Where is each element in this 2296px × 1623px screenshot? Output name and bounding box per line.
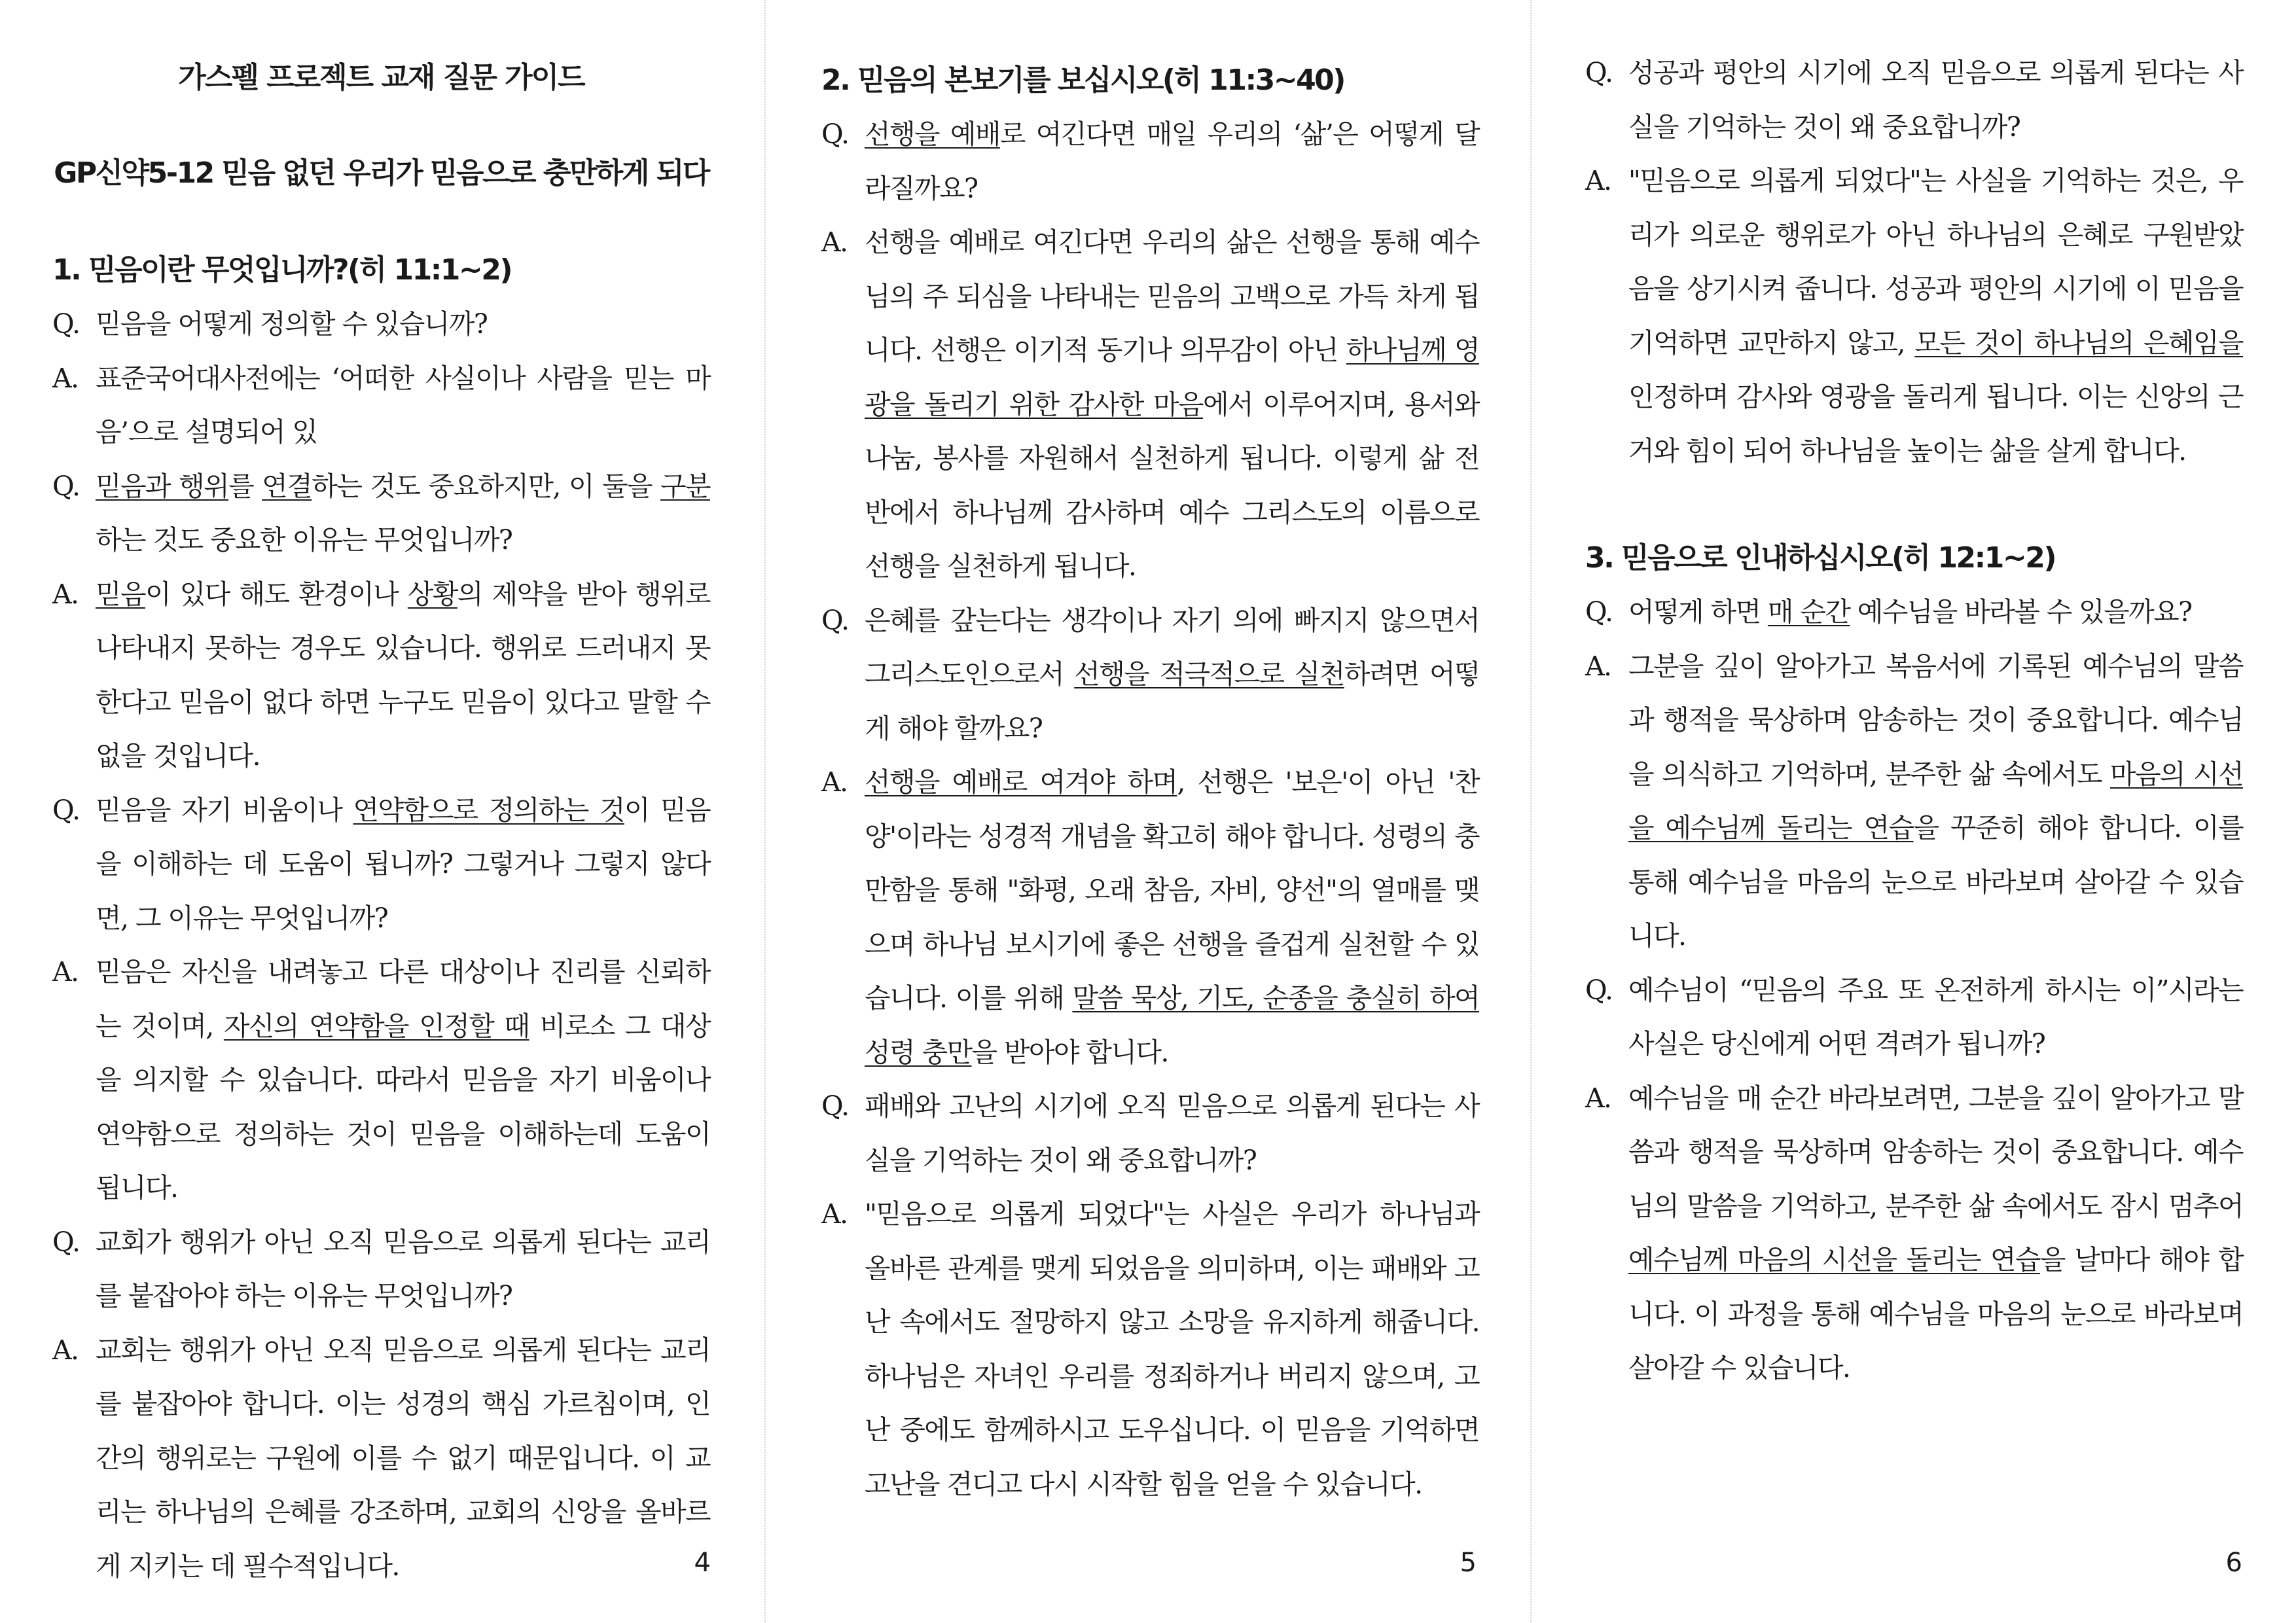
text-run: 이 있다 해도 환경이나: [145, 578, 408, 610]
question: [821, 594, 1479, 756]
question-marker: Q.: [52, 794, 80, 826]
answer: [52, 1323, 710, 1594]
question: [52, 297, 710, 351]
underlined-text: 말씀 묵상, 기도, 순종을 충실히 하여 성령 충만: [865, 982, 1479, 1068]
page-number: 6: [2225, 1548, 2242, 1578]
page-column: [52, 46, 710, 1593]
text-run: 을 받아야 합니다.: [971, 1036, 1168, 1068]
underlined-text: 믿음: [96, 578, 146, 610]
answer-marker: A.: [821, 226, 848, 258]
answer-marker: A.: [52, 956, 79, 988]
text-run: 을 꾸준히 해야 합니다. 이를 통해 예수님을 마음의 눈으로 바라보며 살아갈 수 있습니다.: [1628, 812, 2244, 952]
answer-marker: A.: [1585, 165, 1611, 196]
text-run: 로 여긴다면 매일 우리의 ‘삶’은 어떻게 달라질까요?: [865, 118, 1479, 204]
question-marker: Q.: [1585, 57, 1613, 88]
qa-list: [821, 107, 1479, 1511]
underlined-text: 매 순간: [1767, 596, 1850, 628]
underlined-text: 자신의 연약함을 인정할 때: [223, 1010, 529, 1042]
question-marker: Q.: [1585, 596, 1613, 628]
text-run: 은혜를 갚는다는 생각이나 자기 의에 빠지지 않으면서 그리스도인으로서: [865, 604, 1479, 690]
underlined-text: 선행을 예배: [865, 118, 1000, 150]
question: [1585, 963, 2243, 1071]
text-run: 이 믿음을 이해하는 데 도움이 됩니까? 그렇거나 그렇지 않다면, 그 이유는 무엇입니까?: [96, 794, 710, 934]
qa-list: [52, 297, 710, 1593]
answer: [1585, 1071, 2243, 1395]
underlined-text: 상황: [407, 578, 457, 610]
underlined-text: 모든 것이 하나님의 은혜임을: [1914, 327, 2244, 359]
underlined-text: 연결: [262, 470, 312, 502]
lesson-subtitle: GP신약5-12 믿음 없던 우리가 믿음으로 충만하게 되다: [54, 156, 709, 190]
underlined-text: 믿음과 행위: [96, 470, 229, 502]
text-run: 표준국어대사전에는 ‘어떠한 사실이나 사람을 믿는 마음’으로 설명되어 있: [96, 362, 710, 448]
section-heading-1: 1. 믿음이란 무엇입니까?(히 11:1~2): [52, 253, 511, 287]
text-run: 에서 이루어지며, 용서와 나눔, 봉사를 자원해서 실천하게 됩니다. 이렇게 삶 전반에서 하나님께 감사하며 예수 그리스도의 이름으로 선행을 실천하게 됩니다.: [865, 388, 1479, 582]
text-run: 그분을 깊이 알아가고 복음서에 기록된 예수님의 말씀과 행적을 묵상하며 암송하는 것이 중요합니다. 예수님을 의식하고 기억하며, 분주한 삶 속에서도: [1628, 650, 2243, 790]
text-run: "믿음으로 의롭게 되었다"는 사실을 기억하는 것은, 우리가 의로운 행위로가 아닌 하나님의 은혜로 구원받았음을 상기시켜 줍니다. 성공과 평안의 시기에 이 믿음을 기억하면 교만하지 않고,: [1628, 165, 2243, 359]
qa-list: [1585, 585, 2243, 1395]
document-title: 가스펠 프로젝트 교재 질문 가이드: [178, 61, 584, 94]
question-marker: Q.: [52, 308, 80, 340]
underlined-text: 선행을 예배로 여겨야 하며: [865, 766, 1177, 798]
text-run: 의 제약을 받아 행위로 나타내지 못하는 경우도 있습니다. 행위로 드러내지 못한다고 믿음이 없다 하면 누구도 믿음이 있다고 말할 수 없을 것입니다.: [96, 578, 710, 772]
answer-marker: A.: [52, 362, 79, 394]
answer-marker: A.: [52, 1334, 79, 1366]
question: [1585, 585, 2243, 639]
underlined-text: 하나님께 영광을 돌리기 위한 감사한 마음: [865, 334, 1479, 420]
page-column: [821, 46, 1479, 1511]
text-run: 믿음은 자신을 내려놓고 다른 대상이나 진리를 신뢰하는 것이며,: [96, 956, 710, 1042]
answer-marker: A.: [821, 1198, 848, 1230]
text-run: 하려면 어떻게 해야 할까요?: [865, 658, 1479, 744]
text-run: , 선행은 '보은'이 아닌 '찬양'이라는 성경적 개념을 확고히 해야 합니다. 성령의 충만함을 통해 "화평, 오래 참음, 자비, 양선"의 열매를 맺으며 하나님 보시기에 좋은 선행을 즐겁게 실천할 수 있습니다. 이를 위해: [865, 766, 1479, 1014]
question: [821, 107, 1479, 215]
question-marker: Q.: [1585, 974, 1613, 1006]
text-run: 를: [228, 470, 262, 502]
text-run: 예수님을 바라볼 수 있을까요?: [1850, 596, 2192, 628]
text-run: 예수님을 매 순간 바라보려면, 그분을 깊이 알아가고 말씀과 행적을 묵상하며 암송하는 것이 중요합니다. 예수님의 말씀을 기억하고, 분주한 삶 속에서도 잠시 멈추어: [1628, 1082, 2243, 1222]
answer-marker: A.: [52, 578, 79, 610]
answer: [52, 945, 710, 1215]
question-marker: Q.: [821, 1090, 849, 1122]
text-run: 을 날마다 해야 합니다. 이 과정을 통해 예수님을 마음의 눈으로 바라보며 살아갈 수 있습니다.: [1628, 1244, 2243, 1383]
underlined-text: 예수님께 마음의 시선을 돌리는 연습: [1628, 1244, 2040, 1275]
page-number: 4: [694, 1548, 711, 1578]
answer-marker: A.: [1585, 1082, 1611, 1114]
answer: [1585, 154, 2243, 478]
text-run: 어떻게 하면: [1628, 596, 1768, 628]
text-run: 인정하며 감사와 영광을 돌리게 됩니다. 이는 신앙의 근거와 힘이 되어 하나님을 높이는 삶을 살게 합니다.: [1628, 381, 2243, 467]
page-column: [1585, 46, 2243, 1395]
section-heading-3: 3. 믿음으로 인내하십시오(히 12:1~2): [1585, 541, 2055, 575]
answer: [1585, 639, 2243, 963]
text-run: 교회가 행위가 아닌 오직 믿음으로 의롭게 된다는 교리를 붙잡아야 하는 이유는 무엇입니까?: [96, 1226, 710, 1311]
text-run: 성공과 평안의 시기에 오직 믿음으로 의롭게 된다는 사실을 기억하는 것이 왜 중요합니까?: [1628, 57, 2243, 143]
text-run: 믿음을 어떻게 정의할 수 있습니까?: [96, 308, 488, 340]
answer-marker: A.: [821, 766, 848, 798]
text-run: 하는 것도 중요한 이유는 무엇입니까?: [96, 524, 512, 556]
page-number: 5: [1460, 1548, 1477, 1578]
page-6: [1532, 0, 2296, 1623]
question-marker: Q.: [821, 604, 849, 636]
question-marker: Q.: [52, 470, 80, 502]
question-marker: Q.: [821, 118, 849, 150]
page-5: [766, 0, 1530, 1623]
text-run: "믿음으로 의롭게 되었다"는 사실은 우리가 하나님과 올바른 관계를 맺게 되었음을 의미하며, 이는 패배와 고난 속에서도 절망하지 않고 소망을 유지하게 해줍니다. 하나님은 자녀인 우리를 정죄하거나 버리지 않으며, 고난 중에도 함께하시고 도우십니다. 이 믿음을 기억하면 고난을 견디고 다시 시작할 힘을 얻을 수 있습니다.: [865, 1198, 1479, 1500]
underlined-text: 마음의 시선을 예수님께 돌리는 연습: [1628, 758, 2243, 844]
text-run: 믿음을 자기 비움이나: [96, 794, 353, 826]
question: [52, 1215, 710, 1323]
answer: [821, 755, 1479, 1079]
answer: [821, 1187, 1479, 1511]
text-run: 하는 것도 중요하지만, 이 둘을: [312, 470, 660, 502]
underlined-text: 연약함으로 정의하는 것: [353, 794, 624, 826]
text-run: 예수님이 “믿음의 주요 또 온전하게 하시는 이”시라는 사실은 당신에게 어떤 격려가 됩니까?: [1628, 974, 2243, 1060]
text-run: 선행을 예배로 여긴다면 우리의 삶은 선행을 통해 예수님의 주 되심을 나타내는 믿음의 고백으로 가득 차게 됩니다. 선행은 이기적 동기나 의무감이 아닌: [865, 226, 1479, 366]
page-4: [0, 0, 764, 1623]
text-run: 교회는 행위가 아닌 오직 믿음으로 의롭게 된다는 교리를 붙잡아야 합니다. 이는 성경의 핵심 가르침이며, 인간의 행위로는 구원에 이를 수 없기 때문입니다. 이 교리는 하나님의 은혜를 강조하며, 교회의 신앙을 올바르게 지키는 데 필수적입니다.: [96, 1334, 710, 1582]
text-run: 비로소 그 대상을 의지할 수 있습니다. 따라서 믿음을 자기 비움이나 연약함으로 정의하는 것이 믿음을 이해하는데 도움이 됩니다.: [96, 1010, 710, 1204]
question-marker: Q.: [52, 1226, 80, 1258]
answer: [821, 215, 1479, 594]
underlined-text: 선행을 적극적으로 실천: [1074, 658, 1344, 690]
answer: [52, 351, 710, 459]
question: [1585, 46, 2243, 154]
text-run: 패배와 고난의 시기에 오직 믿음으로 의롭게 된다는 사실을 기억하는 것이 왜 중요합니까?: [865, 1090, 1479, 1176]
answer: [52, 567, 710, 783]
underlined-text: 구분: [660, 470, 710, 502]
question: [52, 459, 710, 567]
qa-list-continued: [1585, 46, 2243, 478]
question: [821, 1079, 1479, 1187]
question: [52, 783, 710, 946]
section-heading-2: 2. 믿음의 본보기를 보십시오(히 11:3~40): [821, 63, 1344, 97]
answer-marker: A.: [1585, 650, 1611, 682]
